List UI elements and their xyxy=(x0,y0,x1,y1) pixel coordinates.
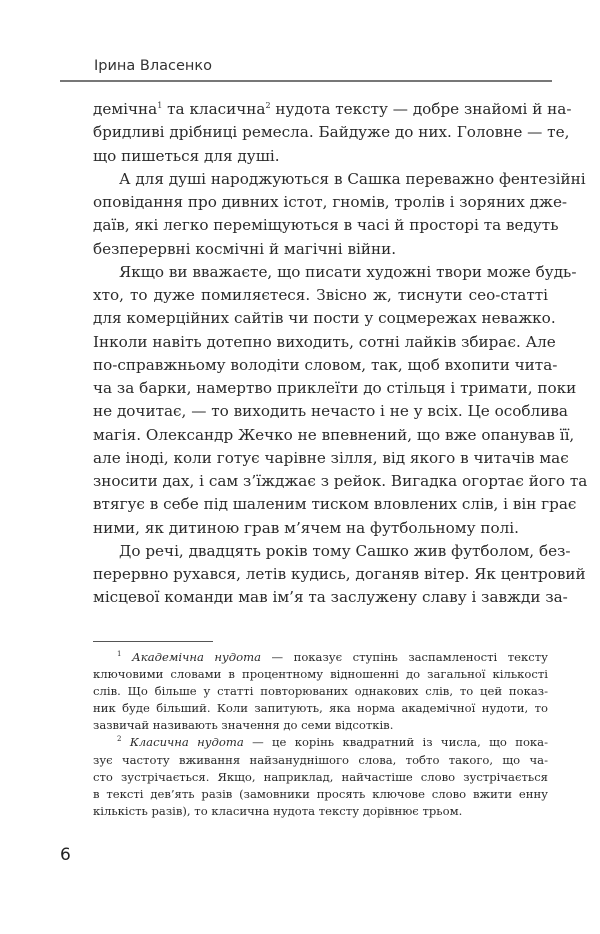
footnote-line xyxy=(93,734,548,751)
text-line xyxy=(93,121,570,144)
text-run: місцевої команди мав ім’я та заслужену славу і завжди за- xyxy=(93,588,568,607)
text-line xyxy=(93,540,571,563)
footnote-line xyxy=(93,717,548,734)
text-run: Інколи навіть дотепно виходить, сотні лайків збирає. Але xyxy=(93,332,556,351)
text-line xyxy=(93,238,548,261)
main-text xyxy=(93,98,588,610)
text-run: сто зустрічається. Якщо, наприклад, найчастіше слово зустрічається xyxy=(93,769,548,784)
text-run: по-справжньому володіти словом, так, щоб вхопити чита- xyxy=(93,355,558,374)
text-run: та класична xyxy=(162,100,266,118)
text-run: для комерційних сайтів чи пости у соцмережах неважко. xyxy=(93,309,556,328)
text-line xyxy=(93,563,586,586)
text-run: магія. Олександр Жечко не впевнений, що вже опанував її, xyxy=(93,425,575,444)
text-line xyxy=(93,331,556,354)
text-run: Якщо ви вважаєте, що писати художні твори може будь- xyxy=(119,262,577,281)
header-rule xyxy=(60,80,552,82)
text-line xyxy=(93,307,556,330)
text-run: ча за барки, намертво приклеїти до стільця і тримати, поки xyxy=(93,379,577,397)
text-run: А для душі народжуються в Сашка переважно фентезійні xyxy=(119,169,586,188)
text-run: Академічна нудота xyxy=(131,650,261,664)
text-run: зазвичай називають значення до семи відсотків. xyxy=(93,718,394,733)
footnote-line xyxy=(93,683,548,700)
text-run: ник буде більший. Коли запитують, яка норма академічної нудоти, то xyxy=(93,701,548,716)
text-line xyxy=(93,424,575,447)
text-run: але іноді, коли готує чарівне зілля, від якого в читачів має xyxy=(93,448,569,467)
footnote-line xyxy=(93,649,548,666)
text-run: оповідання про дивних істот, гномів, тролів і зоряних дже- xyxy=(93,193,568,211)
text-run: слів. Що більше у статті повторюваних однакових слів, то цей показ- xyxy=(93,684,548,699)
text-run: безперервні космічні й магічні війни. xyxy=(93,239,397,258)
text-run: втягує в себе під шаленим тиском вловлених слів, і він грає xyxy=(93,495,577,514)
text-run xyxy=(121,650,132,664)
footnote-ref: 1 xyxy=(117,650,122,658)
text-line xyxy=(93,354,558,377)
footnote-line xyxy=(93,752,548,769)
text-line xyxy=(93,214,559,237)
footnote-separator xyxy=(93,641,213,642)
text-line xyxy=(93,447,569,470)
footnote-ref: 2 xyxy=(117,735,122,744)
text-run: ними, як дитиною грав м’ячем на футбольному полі. xyxy=(93,518,519,537)
text-line xyxy=(93,400,568,423)
text-run: демічна xyxy=(93,100,158,118)
text-line xyxy=(93,517,548,540)
footnote-line xyxy=(93,803,548,820)
text-line xyxy=(93,261,577,284)
text-run xyxy=(121,735,129,749)
text-run: Класична нудота xyxy=(129,735,244,750)
footnote-ref: 1 xyxy=(157,101,163,110)
text-run: — це корінь квадратний із числа, що пока- xyxy=(243,735,549,750)
text-line xyxy=(93,168,586,191)
text-line xyxy=(93,470,588,493)
page-number: 6 xyxy=(60,845,71,865)
text-run: ключовими словами в процентному відношенні до загальної кількості xyxy=(93,667,548,682)
text-line xyxy=(93,586,568,609)
footnote-line xyxy=(93,666,548,683)
text-run: нудота тексту — добре знайомі й на- xyxy=(270,100,572,118)
footnote-line xyxy=(93,786,548,803)
text-line xyxy=(93,98,572,121)
text-run: хто, то дуже помиляєтеся. Звісно ж, тиснути сео-статті xyxy=(93,286,548,304)
text-run: перервно рухався, летів кудись, доганяв вітер. Як центровий xyxy=(93,565,586,583)
footnote-ref: 2 xyxy=(265,101,271,110)
footnote-line xyxy=(93,769,548,786)
text-run: кількість разів), то класична нудота тексту дорівнює трьом. xyxy=(93,803,463,818)
text-run: — показує ступінь заспамленості тексту xyxy=(261,650,549,664)
text-line xyxy=(93,191,568,214)
text-run: що пишеться для душі. xyxy=(93,146,280,165)
text-run: зносити дах, і сам з’їжджає з рейок. Вигадка огортає його та xyxy=(93,472,588,490)
footnotes xyxy=(93,649,548,820)
running-header-author: Ірина Власенко xyxy=(94,58,212,74)
text-run: бридливі дрібниці ремесла. Байдуже до них. Головне — те, xyxy=(93,123,570,142)
text-run: не дочитає, — то виходить нечасто і не у всіх. Це особлива xyxy=(93,402,568,421)
footnote-line xyxy=(93,700,548,717)
text-run: зує частоту вживання найзануднішого слова, тобто такого, що ча- xyxy=(93,752,548,767)
text-line xyxy=(93,493,577,516)
text-run: даїв, які легко переміщуються в часі й просторі та ведуть xyxy=(93,216,559,235)
text-line xyxy=(93,145,548,168)
text-run: в тексті дев’ять разів (замовники просять ключове слово вжити енну xyxy=(93,786,548,801)
text-line xyxy=(93,377,577,400)
text-line xyxy=(93,284,548,307)
text-run: До речі, двадцять років тому Сашко жив футболом, без- xyxy=(119,541,571,560)
